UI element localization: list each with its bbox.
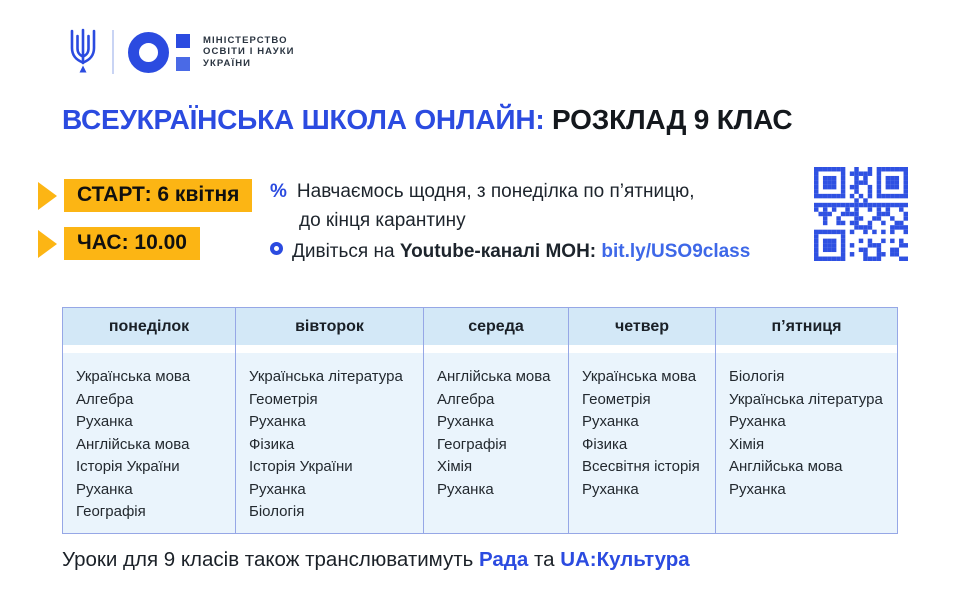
column-header: вівторок xyxy=(236,308,423,345)
subject-item: Хімія xyxy=(729,435,765,453)
subject-item: Англійська мова xyxy=(437,368,551,385)
subject-item: Руханка xyxy=(76,480,133,498)
footer-connector: та xyxy=(528,548,561,571)
subject-item: Руханка xyxy=(249,480,306,498)
footer-broadcast-note xyxy=(62,548,690,572)
percent-bullet-icon: % xyxy=(270,181,287,202)
mon-square-top xyxy=(176,34,190,48)
mon-colon-icon xyxy=(176,34,190,71)
subjects-list xyxy=(716,353,897,533)
subject-item: Українська література xyxy=(249,368,403,385)
subject-item: Історія України xyxy=(249,458,353,475)
note-daily xyxy=(270,177,695,235)
subject-item: Фізика xyxy=(249,435,295,453)
subject-item: Географія xyxy=(76,503,146,520)
mon-square-bottom xyxy=(176,57,190,71)
subjects-list xyxy=(569,353,715,533)
arrow-icon xyxy=(38,230,57,258)
subject-item: Руханка xyxy=(76,413,133,430)
subject-item: Українська література xyxy=(729,390,883,408)
header-gap xyxy=(716,345,897,353)
header-gap xyxy=(63,345,235,353)
circle-bullet-icon xyxy=(270,242,283,255)
subject-item: Історія України xyxy=(76,458,180,475)
subject-item: Руханка xyxy=(437,413,494,430)
note-youtube-text xyxy=(292,237,750,266)
column-header: середа xyxy=(424,308,568,345)
subject-item: Руханка xyxy=(729,413,786,430)
header-gap xyxy=(236,345,423,353)
subject-item: Руханка xyxy=(729,480,786,498)
day-column-monday xyxy=(63,308,236,533)
brand-divider xyxy=(112,30,114,74)
subject-item: Українська мова xyxy=(76,368,191,385)
note-daily-line2: до кінця карантину xyxy=(299,210,466,231)
schedule-table xyxy=(62,307,898,534)
footer-prefix: Уроки для 9 класів також транслюватимуть xyxy=(62,548,480,571)
ministry-line: ОСВІТИ І НАУКИ xyxy=(203,46,295,58)
header-gap xyxy=(569,345,715,353)
column-header: четвер xyxy=(569,308,715,345)
youtube-channel-bold: Youtube-каналі МОН: xyxy=(399,241,602,262)
subjects-list xyxy=(424,353,568,533)
subject-item: Біологія xyxy=(249,503,305,520)
ministry-name xyxy=(203,35,295,70)
subject-item: Хімія xyxy=(437,458,473,475)
qr-code xyxy=(814,167,908,261)
subject-item: Географія xyxy=(437,435,507,453)
footer-channel-uaculture: UA:Культура xyxy=(560,548,690,571)
page-title xyxy=(62,104,792,136)
subject-item: Біологія xyxy=(729,368,785,385)
subject-item: Алгебра xyxy=(76,390,134,408)
subjects-list xyxy=(63,353,235,533)
subject-item: Геометрія xyxy=(249,390,318,408)
title-rest: РОЗКЛАД 9 КЛАС xyxy=(544,104,793,135)
start-date-badge: СТАРТ: 6 квітня xyxy=(64,179,252,212)
youtube-link[interactable]: bit.ly/USO9class xyxy=(601,241,751,262)
subjects-list xyxy=(236,353,423,533)
ministry-line: МІНІСТЕРСТВО xyxy=(203,34,288,46)
footer-channel-rada: Рада xyxy=(479,548,529,571)
subject-item: Руханка xyxy=(582,413,639,430)
title-accent: ВСЕУКРАЇНСЬКА ШКОЛА ОНЛАЙН: xyxy=(62,104,545,135)
subject-item: Англійська мова xyxy=(729,458,843,475)
note-youtube xyxy=(270,237,750,266)
arrow-icon xyxy=(38,182,57,210)
subject-item: Геометрія xyxy=(582,390,651,408)
note-daily-line1: Навчаємось щодня, з понеділка по п’ятницю, xyxy=(296,181,695,202)
youtube-prefix: Дивіться на xyxy=(292,241,400,262)
brand-header xyxy=(66,28,295,76)
subject-item: Руханка xyxy=(437,480,494,498)
subject-item: Руханка xyxy=(582,480,639,498)
time-badge: ЧАС: 10.00 xyxy=(64,227,200,260)
mon-ring-icon xyxy=(128,32,169,73)
subject-item: Англійська мова xyxy=(76,435,190,453)
subject-item: Фізика xyxy=(582,435,628,453)
day-column-thursday xyxy=(569,308,716,533)
subject-item: Всесвітня історія xyxy=(582,458,700,475)
day-column-wednesday xyxy=(424,308,569,533)
subject-item: Українська мова xyxy=(582,368,697,385)
column-header: п’ятниця xyxy=(716,308,897,345)
trident-icon xyxy=(66,28,100,76)
column-header: понеділок xyxy=(63,308,235,345)
day-column-tuesday xyxy=(236,308,424,533)
mon-logo-icon xyxy=(128,32,190,73)
subject-item: Руханка xyxy=(249,413,306,430)
header-gap xyxy=(424,345,568,353)
ministry-line: УКРАЇНИ xyxy=(203,57,252,69)
day-column-friday xyxy=(716,308,897,533)
subject-item: Алгебра xyxy=(437,390,495,408)
